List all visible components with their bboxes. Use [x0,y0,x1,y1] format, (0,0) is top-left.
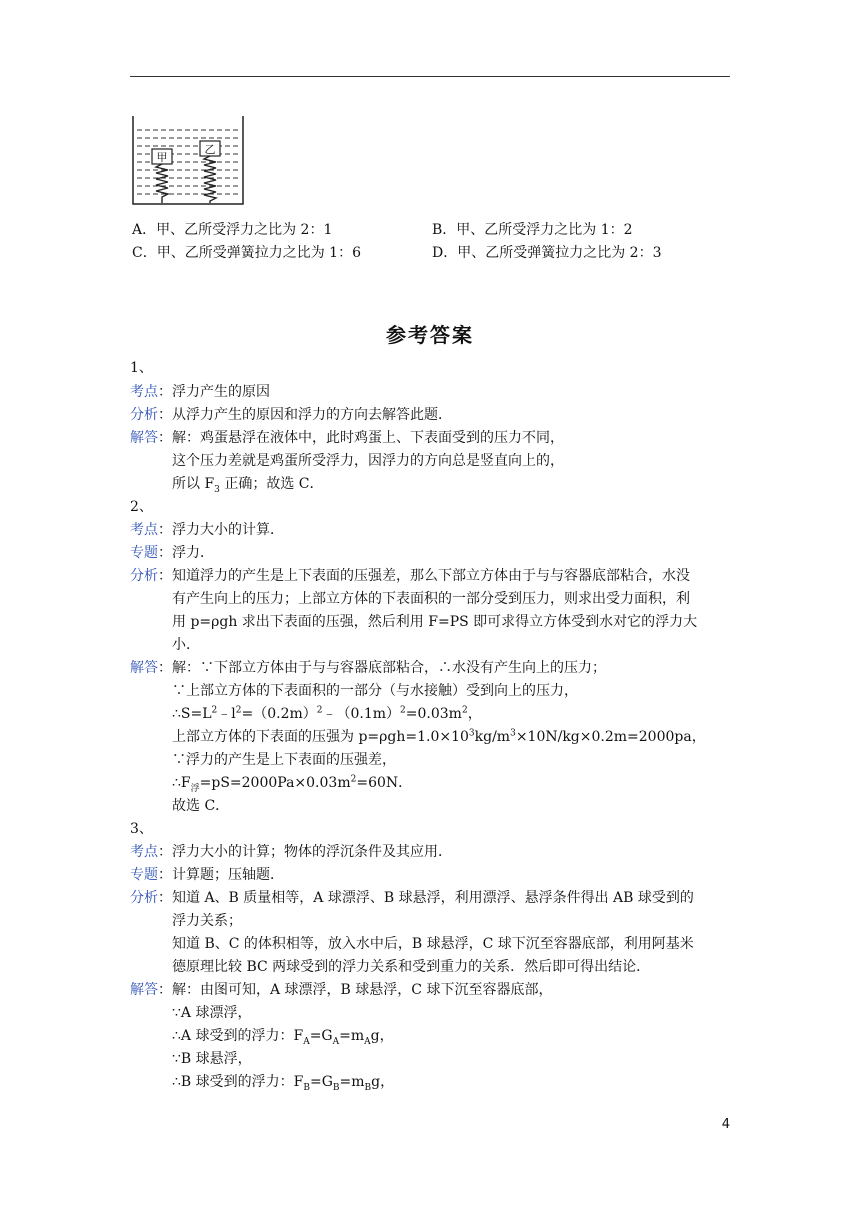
label-kaodian: 考点 [130,844,158,860]
q3-force-a: ∴A 球受到的浮力：$F_A=G_A=m_Ag$， [172,1028,394,1047]
q2-fenxi-line2: 有产生向上的压力；上部立方体的下表面积的一部分受到压力，则求出受力面积，利 [172,591,690,607]
q2-number: 2、 [130,499,153,515]
option-d: D．甲、乙所受弹簧拉力之比为 2：3 [432,245,662,261]
label-kaodian: 考点 [130,384,158,400]
svg-text:甲: 甲 [156,151,168,164]
q1-kaodian: 考点：浮力产生的原因 [130,384,270,400]
q2-fenxi-line3: 用 p=ρgh 求出下表面的压强，然后利用 F=PS 即可求得立方体受到水对它的浮力大 [172,614,698,630]
section-title: 参考答案 [386,323,474,347]
q3-jieda: 解答：解：由图可知，A 球漂浮，B 球悬浮，C 球下沉至容器底部， [130,982,553,998]
label-jieda: 解答 [130,660,158,676]
option-a: A．甲、乙所受浮力之比为 2：1 [132,222,333,238]
q3-fenxi: 分析：知道 A、B 质量相等，A 球漂浮、B 球悬浮，利用漂浮、悬浮条件得出 AB 球受到的 [130,890,694,906]
q3-jieda-line4: ∵B 球悬浮， [172,1051,252,1067]
q3-jieda-line2: ∵A 球漂浮， [172,1005,252,1021]
label-fenxi: 分析 [130,407,158,423]
label-zhuanti: 专题 [130,867,158,883]
q3-zhuanti: 专题：计算题；压轴题． [130,867,284,883]
q2-kaodian: 考点：浮力大小的计算． [130,522,284,538]
label-kaodian: 考点 [130,522,158,538]
q1-fenxi: 分析：从浮力产生的原因和浮力的方向去解答此题． [130,407,452,423]
svg-text:乙: 乙 [204,143,216,156]
q3-number: 3、 [130,821,153,837]
q2-area-formula: $\therefore S=L^2﹣l^2=(0.2m)^2﹣(0.1m)^2=0.03m^2$， [172,705,482,722]
q1-jieda-line2: 这个压力差就是鸡蛋所受浮力，因浮力的方向总是竖直向上的， [172,453,564,469]
q2-pressure-formula: 上部立方体的下表面的压强为 $p=\rho gh=1.0\times 10^3kg/m^3\times 10N/kg\times 0.2m=2000pa$， [172,728,706,745]
q2-zhuanti: 专题：浮力． [130,545,214,561]
label-fenxi: 分析 [130,568,158,584]
option-c: C．甲、乙所受弹簧拉力之比为 1：6 [132,245,361,261]
page-number: 4 [721,1117,730,1132]
header-rule [130,76,730,77]
q2-force-formula: $\therefore F_浮=pS=2000Pa\times 0.03m^2=60N$． [172,774,413,794]
q3-fenxi-line2: 浮力关系； [172,913,242,929]
q1-jieda-line3: 所以 $F_3$ 正确；故选 C． [172,476,324,495]
q2-answer: 故选 C． [172,798,230,814]
spring-blocks-figure [130,116,246,206]
q2-jieda-line2: ∵上部立方体的下表面积的一部分（与水接触）受到向上的压力， [172,683,578,699]
q2-fenxi: 分析：知道浮力的产生是上下表面的压强差，那么下部立方体由于与与容器底部粘合，水没 [130,568,690,584]
q2-fenxi-line4: 小． [172,637,200,653]
q2-jieda-line5: ∵浮力的产生是上下表面的压强差， [172,752,396,768]
label-jieda: 解答 [130,982,158,998]
label-zhuanti: 专题 [130,545,158,561]
q3-kaodian: 考点：浮力大小的计算；物体的浮沉条件及其应用． [130,844,452,860]
label-fenxi: 分析 [130,890,158,906]
option-b: B．甲、乙所受浮力之比为 1：2 [432,222,633,238]
q3-fenxi-line3: 知道 B、C 的体积相等，放入水中后，B 球悬浮，C 球下沉至容器底部，利用阿基米 [172,936,694,952]
q3-fenxi-line4: 德原理比较 BC 两球受到的浮力关系和受到重力的关系．然后即可得出结论． [172,959,651,975]
q1-number: 1、 [130,360,153,376]
q2-jieda: 解答：解：∵下部立方体由于与与容器底部粘合，∴水没有产生向上的压力； [130,660,606,676]
label-jieda: 解答 [130,430,158,446]
block-jia [152,149,172,203]
q1-jieda: 解答：解：鸡蛋悬浮在液体中，此时鸡蛋上、下表面受到的压力不同， [130,430,564,446]
q3-force-b: ∴B 球受到的浮力：$F_B=G_B=m_Bg$， [172,1074,395,1093]
